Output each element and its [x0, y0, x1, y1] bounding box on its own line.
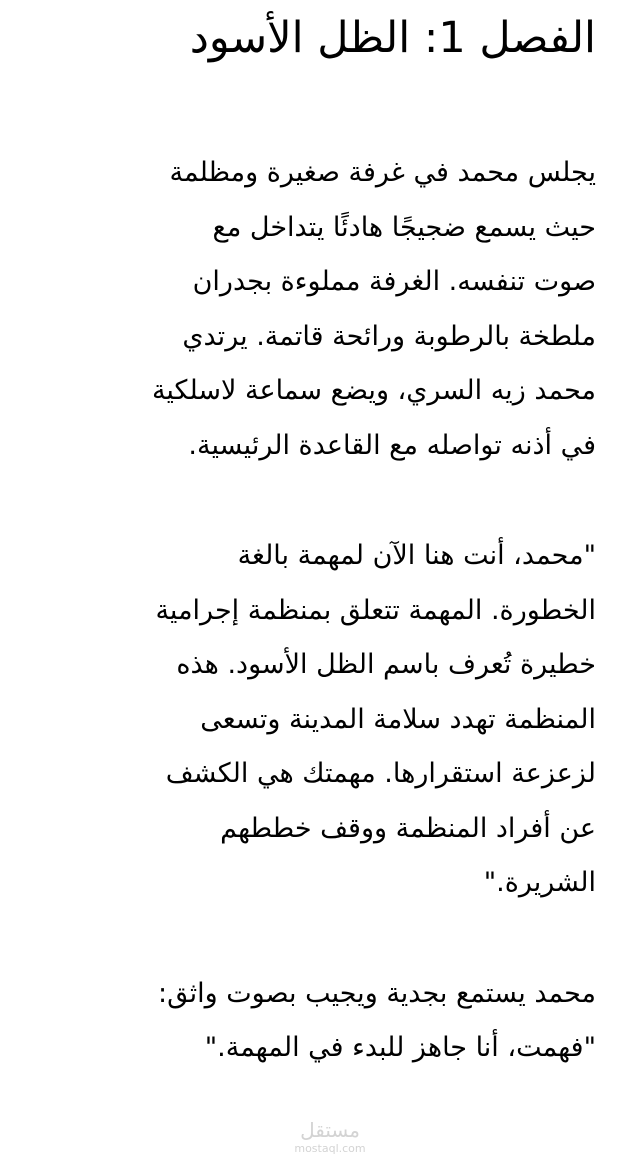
paragraph-line: صوت تنفسه. الغرفة مملوءة بجدران — [192, 266, 596, 297]
watermark-url: mostaql.com — [294, 1142, 366, 1155]
chapter-title: الفصل 1: الظل الأسود — [189, 13, 596, 63]
paragraph-line: في أذنه تواصله مع القاعدة الرئيسية. — [188, 429, 596, 461]
paragraph-line: "فهمت، أنا جاهز للبدء في المهمة." — [204, 1032, 596, 1063]
paragraph-3 — [30, 967, 596, 1076]
paragraph-1 — [30, 146, 596, 473]
paragraph-line: عن أفراد المنظمة ووقف خططهم — [220, 812, 596, 844]
paragraph-line: الخطورة. المهمة تتعلق بمنظمة إجرامية — [155, 594, 596, 626]
paragraph-line: خطيرة تُعرف باسم الظل الأسود. هذه — [176, 649, 596, 680]
watermark-logo: مستقل — [300, 1118, 360, 1142]
paragraph-line: ملطخة بالرطوبة ورائحة قاتمة. يرتدي — [182, 320, 596, 352]
paragraph-2 — [30, 529, 596, 911]
paragraph-line: محمد زيه السري، ويضع سماعة لاسلكية — [151, 375, 596, 406]
mostaql-watermark — [290, 1118, 370, 1166]
paragraph-line: يجلس محمد في غرفة صغيرة ومظلمة — [169, 157, 596, 188]
paragraph-line: محمد يستمع بجدية ويجيب بصوت واثق: — [157, 977, 596, 1009]
paragraph-line: "محمد، أنت هنا الآن لمهمة بالغة — [237, 540, 596, 571]
paragraph-line: لزعزعة استقرارها. مهمتك هي الكشف — [165, 758, 596, 789]
paragraph-line: حيث يسمع ضجيجًا هادئًا يتداخل مع — [212, 211, 596, 243]
paragraph-line: المنظمة تهدد سلامة المدينة وتسعى — [200, 703, 596, 735]
paragraph-line: الشريرة." — [483, 867, 596, 898]
